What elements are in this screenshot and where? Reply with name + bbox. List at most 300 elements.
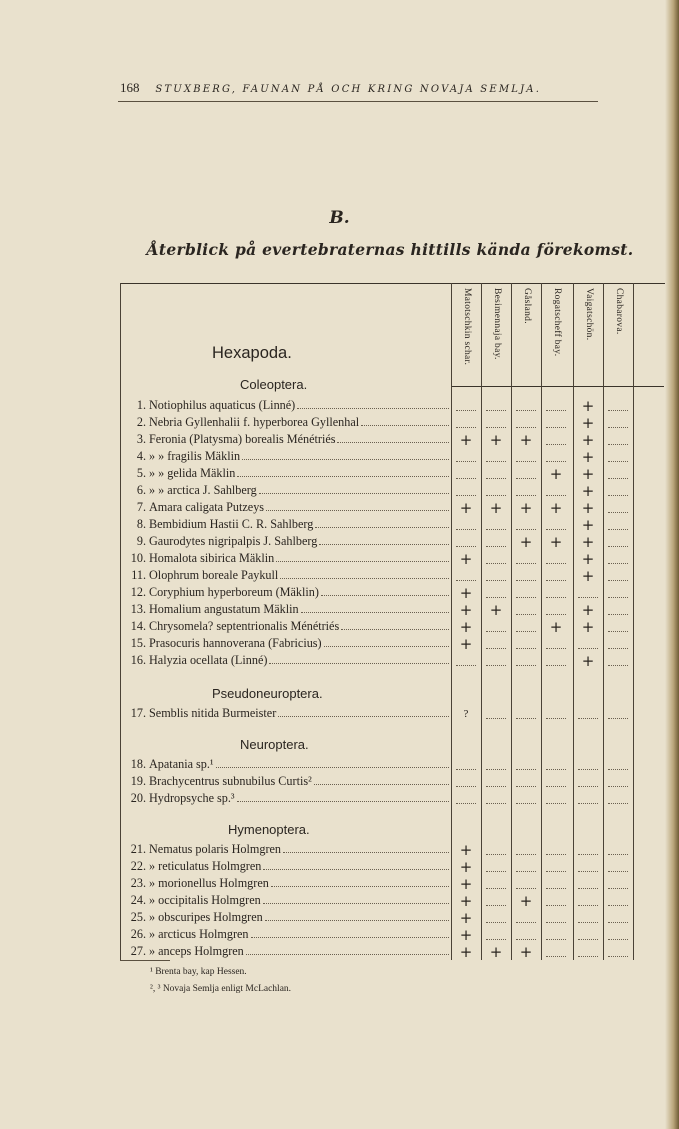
table-row <box>122 653 662 670</box>
occurrence-mark <box>512 398 540 415</box>
species-name <box>149 791 451 806</box>
occurrence-mark <box>512 706 540 723</box>
occurrence-mark <box>452 757 480 774</box>
occurrence-mark: + <box>459 909 473 927</box>
occurrence-mark <box>574 944 602 961</box>
species-name <box>149 757 451 772</box>
occurrence-mark: + <box>459 926 473 944</box>
occurrence-mark <box>482 534 510 551</box>
species-name <box>149 893 451 908</box>
occurrence-mark: + <box>519 943 533 961</box>
species-name-text: Brachycentrus subnubilus Curtis² <box>149 774 312 788</box>
leader-dots <box>276 551 449 562</box>
occurrence-mark: + <box>549 533 563 551</box>
occurrence-mark <box>542 791 570 808</box>
leader-dots <box>314 774 449 785</box>
table-row <box>122 483 662 500</box>
occurrence-mark <box>542 757 570 774</box>
leader-dots <box>271 876 449 887</box>
species-name-text: » » arctica J. Sahlberg <box>149 483 257 497</box>
table-row <box>122 568 662 585</box>
occurrence-mark <box>604 910 632 927</box>
table-row <box>122 859 662 876</box>
occurrence-mark <box>604 449 632 466</box>
occurrence-mark <box>574 859 602 876</box>
row-number: 19. <box>130 774 146 788</box>
occurrence-mark: + <box>459 892 473 910</box>
species-name <box>149 859 451 874</box>
leader-dots <box>242 449 449 460</box>
occurrence-mark <box>542 706 570 723</box>
leader-dots <box>280 568 449 579</box>
occurrence-mark: + <box>489 943 503 961</box>
occurrence-mark <box>512 619 540 636</box>
page-edge <box>665 0 679 1129</box>
occurrence-mark <box>482 706 510 723</box>
occurrence-mark <box>574 842 602 859</box>
species-name <box>149 585 451 600</box>
table-row <box>122 534 662 551</box>
occurrence-mark <box>482 415 510 432</box>
row-number: 25. <box>130 910 146 924</box>
row-number: 6. <box>136 483 146 497</box>
leader-dots <box>237 466 449 477</box>
occurrence-mark <box>574 927 602 944</box>
occurrence-mark <box>542 585 570 602</box>
occurrence-mark <box>512 466 540 483</box>
table-row <box>122 551 662 568</box>
occurrence-mark: + <box>581 601 595 619</box>
column-header <box>482 288 512 384</box>
column-header-label: Rogatscheff bay. <box>552 288 562 357</box>
occurrence-mark <box>452 517 480 534</box>
occurrence-mark <box>482 910 510 927</box>
occurrence-mark <box>512 483 540 500</box>
group-hymenoptera: Hymenoptera. <box>228 822 310 837</box>
occurrence-mark <box>512 927 540 944</box>
section-title: Återblick på evertebraternas hittills kända förekomst. <box>146 240 634 259</box>
leader-dots <box>297 398 449 409</box>
table-row <box>122 774 662 791</box>
occurrence-mark <box>604 944 632 961</box>
occurrence-mark: + <box>459 431 473 449</box>
occurrence-mark <box>604 927 632 944</box>
occurrence-mark <box>542 449 570 466</box>
page-number: 168 <box>120 80 140 95</box>
occurrence-mark: + <box>459 635 473 653</box>
occurrence-mark: + <box>549 499 563 517</box>
occurrence-mark <box>512 415 540 432</box>
species-name-text: Hydropsyche sp.³ <box>149 791 235 805</box>
species-name <box>149 415 451 430</box>
species-name-text: Gaurodytes nigripalpis J. Sahlberg <box>149 534 318 548</box>
row-number: 24. <box>130 893 146 907</box>
running-title: STUXBERG, FAUNAN PÅ OCH KRING NOVAJA SEMLJA. <box>155 84 542 95</box>
occurrence-mark <box>574 876 602 893</box>
occurrence-mark <box>574 791 602 808</box>
occurrence-mark <box>482 791 510 808</box>
occurrence-mark <box>604 432 632 449</box>
leader-dots <box>246 944 449 955</box>
occurrence-mark: ? <box>463 708 469 720</box>
occurrence-mark: + <box>581 618 595 636</box>
occurrence-mark <box>604 585 632 602</box>
table-row <box>122 791 662 808</box>
table-row <box>122 619 662 636</box>
occurrence-mark <box>604 466 632 483</box>
leader-dots <box>319 534 449 545</box>
table-row <box>122 927 662 944</box>
species-name-text: » occipitalis Holmgren <box>149 893 261 907</box>
row-number: 2. <box>136 415 146 429</box>
occurrence-mark <box>574 636 602 653</box>
occurrence-mark <box>542 398 570 415</box>
column-header-label: Gåsland. <box>522 288 532 324</box>
table-top-rule <box>120 283 665 284</box>
species-name <box>149 551 451 566</box>
occurrence-mark: + <box>581 431 595 449</box>
occurrence-mark <box>482 757 510 774</box>
species-name-text: » arcticus Holmgren <box>149 927 249 941</box>
species-name <box>149 876 451 891</box>
species-name <box>149 398 451 413</box>
running-header <box>120 80 600 96</box>
species-name-text: Halyzia ocellata (Linné) <box>149 653 268 667</box>
column-header <box>452 288 482 384</box>
occurrence-mark <box>512 602 540 619</box>
occurrence-mark <box>452 415 480 432</box>
species-name <box>149 619 451 634</box>
row-number: 7. <box>136 500 146 514</box>
occurrence-mark <box>574 585 602 602</box>
occurrence-mark <box>574 774 602 791</box>
occurrence-mark <box>482 551 510 568</box>
occurrence-mark <box>604 757 632 774</box>
occurrence-mark <box>542 774 570 791</box>
occurrence-mark <box>512 551 540 568</box>
column-header <box>604 288 634 384</box>
species-name <box>149 927 451 942</box>
occurrence-mark <box>542 432 570 449</box>
table-row <box>122 876 662 893</box>
row-number: 11. <box>131 568 146 582</box>
table-row <box>122 398 662 415</box>
table-row <box>122 706 662 723</box>
occurrence-mark: + <box>459 584 473 602</box>
species-name-text: Amara caligata Putzeys <box>149 500 265 514</box>
occurrence-mark <box>452 568 480 585</box>
table-row <box>122 585 662 602</box>
occurrence-mark <box>452 534 480 551</box>
row-number: 17. <box>130 706 146 720</box>
column-header-label: Chabarova. <box>614 288 624 335</box>
table-row <box>122 757 662 774</box>
occurrence-mark <box>604 636 632 653</box>
occurrence-mark <box>482 636 510 653</box>
leader-dots <box>216 757 449 768</box>
species-name-text: » » fragilis Mäklin <box>149 449 241 463</box>
table-row <box>122 500 662 517</box>
leader-dots <box>237 791 449 802</box>
occurrence-mark <box>604 859 632 876</box>
occurrence-mark <box>542 636 570 653</box>
occurrence-mark <box>542 415 570 432</box>
leader-dots <box>321 585 449 596</box>
column-header-label: Besimennaja bay. <box>492 288 502 360</box>
occurrence-mark <box>512 876 540 893</box>
occurrence-mark: + <box>459 841 473 859</box>
occurrence-mark: + <box>581 550 595 568</box>
occurrence-mark <box>512 653 540 670</box>
occurrence-mark <box>604 706 632 723</box>
table-row <box>122 415 662 432</box>
table-left-border <box>120 283 121 960</box>
species-name <box>149 602 451 617</box>
occurrence-mark <box>574 706 602 723</box>
table-row <box>122 602 662 619</box>
occurrence-mark: + <box>581 482 595 500</box>
occurrence-mark <box>452 653 480 670</box>
occurrence-mark <box>482 585 510 602</box>
species-name <box>149 432 451 447</box>
occurrence-mark: + <box>459 601 473 619</box>
table-row <box>122 944 662 961</box>
table-row <box>122 517 662 534</box>
occurrence-mark <box>542 927 570 944</box>
occurrence-mark <box>604 483 632 500</box>
leader-dots <box>265 910 449 921</box>
occurrence-mark <box>604 876 632 893</box>
leader-dots <box>361 415 449 426</box>
occurrence-mark: + <box>581 414 595 432</box>
occurrence-mark <box>482 893 510 910</box>
species-name <box>149 653 451 668</box>
occurrence-mark <box>604 619 632 636</box>
occurrence-mark: + <box>459 858 473 876</box>
leader-dots <box>315 517 449 528</box>
species-name <box>149 944 451 959</box>
occurrence-mark <box>542 842 570 859</box>
occurrence-mark: + <box>581 397 595 415</box>
leader-dots <box>301 602 449 613</box>
row-number: 21. <box>130 842 146 856</box>
occurrence-mark: + <box>459 499 473 517</box>
group-coleoptera: Coleoptera. <box>240 377 308 392</box>
occurrence-mark: + <box>581 499 595 517</box>
occurrence-mark <box>482 842 510 859</box>
occurrence-mark: + <box>549 618 563 636</box>
occurrence-mark: + <box>489 601 503 619</box>
column-header <box>512 288 542 384</box>
row-number: 4. <box>136 449 146 463</box>
row-number: 27. <box>130 944 146 958</box>
species-name-text: Nematus polaris Holmgren <box>149 842 282 856</box>
leader-dots <box>278 706 449 717</box>
column-header-label: Vaigatschön. <box>584 288 594 341</box>
species-name-text: » morionellus Holmgren <box>149 876 269 890</box>
occurrence-mark <box>574 893 602 910</box>
occurrence-mark <box>604 415 632 432</box>
species-name-text: Apatania sp.¹ <box>149 757 214 771</box>
occurrence-mark <box>604 517 632 534</box>
occurrence-mark <box>604 551 632 568</box>
species-name <box>149 534 451 549</box>
occurrence-mark <box>574 910 602 927</box>
species-name-text: Notiophilus aquaticus (Linné) <box>149 398 296 412</box>
row-number: 5. <box>136 466 146 480</box>
leader-dots <box>266 500 449 511</box>
leader-dots <box>263 893 449 904</box>
column-header <box>574 288 604 384</box>
occurrence-mark <box>482 774 510 791</box>
column-header-label: Matotschkin schar. <box>462 288 472 366</box>
occurrence-mark <box>452 466 480 483</box>
row-number: 14. <box>130 619 146 633</box>
occurrence-mark: + <box>581 652 595 670</box>
column-header <box>542 288 572 384</box>
occurrence-mark: + <box>519 499 533 517</box>
occurrence-mark <box>452 791 480 808</box>
species-name-text: Semblis nitida Burmeister <box>149 706 277 720</box>
occurrence-mark <box>512 449 540 466</box>
footnote-1: ¹ Brenta bay, kap Hessen. <box>150 967 247 977</box>
row-number: 8. <box>136 517 146 531</box>
row-number: 16. <box>130 653 146 667</box>
species-name-text: Homalium angustatum Mäklin <box>149 602 299 616</box>
species-name <box>149 774 451 789</box>
species-name-text: » obscuripes Holmgren <box>149 910 263 924</box>
header-rule <box>118 101 598 102</box>
species-name-text: Olophrum boreale Paykull <box>149 568 279 582</box>
occurrence-mark: + <box>489 499 503 517</box>
occurrence-mark <box>542 859 570 876</box>
occurrence-mark <box>604 568 632 585</box>
occurrence-mark <box>542 517 570 534</box>
occurrence-mark <box>542 876 570 893</box>
leader-dots <box>337 432 449 443</box>
occurrence-mark <box>482 876 510 893</box>
row-number: 23. <box>130 876 146 890</box>
occurrence-mark <box>604 653 632 670</box>
occurrence-mark <box>542 483 570 500</box>
occurrence-mark <box>482 517 510 534</box>
occurrence-mark <box>512 859 540 876</box>
species-name <box>149 910 451 925</box>
table-row <box>122 432 662 449</box>
occurrence-mark: + <box>519 533 533 551</box>
leader-dots <box>269 653 449 664</box>
table-row <box>122 910 662 927</box>
occurrence-mark <box>542 944 570 961</box>
occurrence-mark <box>542 893 570 910</box>
occurrence-mark <box>542 653 570 670</box>
leader-dots <box>251 927 450 938</box>
occurrence-mark <box>482 568 510 585</box>
species-name <box>149 500 451 515</box>
table-row <box>122 842 662 859</box>
occurrence-mark <box>512 636 540 653</box>
occurrence-mark <box>482 398 510 415</box>
section-letter: B. <box>329 208 350 228</box>
occurrence-mark <box>482 449 510 466</box>
row-number: 1. <box>136 398 146 412</box>
row-number: 3. <box>136 432 146 446</box>
species-name <box>149 842 451 857</box>
leader-dots <box>324 636 449 647</box>
occurrence-mark <box>512 791 540 808</box>
species-name-text: Homalota sibirica Mäklin <box>149 551 275 565</box>
row-number: 22. <box>130 859 146 873</box>
table-row <box>122 449 662 466</box>
occurrence-mark <box>452 398 480 415</box>
occurrence-mark <box>512 774 540 791</box>
occurrence-mark <box>512 910 540 927</box>
occurrence-mark <box>452 449 480 466</box>
footnote-rule <box>120 960 170 961</box>
occurrence-mark <box>604 398 632 415</box>
occurrence-mark <box>482 653 510 670</box>
species-name <box>149 449 451 464</box>
group-pseudoneuroptera: Pseudoneuroptera. <box>212 686 323 701</box>
species-name <box>149 636 451 651</box>
occurrence-mark <box>542 910 570 927</box>
row-number: 12. <box>130 585 146 599</box>
occurrence-mark <box>604 791 632 808</box>
occurrence-mark <box>604 602 632 619</box>
occurrence-mark: + <box>519 431 533 449</box>
table-row <box>122 466 662 483</box>
row-number: 26. <box>130 927 146 941</box>
occurrence-mark: + <box>459 550 473 568</box>
species-name-text: » reticulatus Holmgren <box>149 859 262 873</box>
occurrence-mark <box>604 534 632 551</box>
species-name <box>149 466 451 481</box>
footnote-2: ², ³ Novaja Semlja enligt McLachlan. <box>150 984 292 994</box>
occurrence-mark <box>482 619 510 636</box>
occurrence-mark: + <box>581 465 595 483</box>
occurrence-mark <box>604 842 632 859</box>
leader-dots <box>259 483 449 494</box>
row-number: 18. <box>130 757 146 771</box>
species-name <box>149 483 451 498</box>
occurrence-mark <box>542 602 570 619</box>
species-name-text: » anceps Holmgren <box>149 944 244 958</box>
occurrence-mark: + <box>459 618 473 636</box>
occurrence-mark <box>604 500 632 517</box>
group-neuroptera: Neuroptera. <box>240 737 309 752</box>
species-name-text: » » gelida Mäklin <box>149 466 236 480</box>
row-number: 20. <box>130 791 146 805</box>
species-name-text: Coryphium hyperboreum (Mäklin) <box>149 585 319 599</box>
occurrence-mark <box>574 757 602 774</box>
occurrence-mark <box>512 585 540 602</box>
species-name-text: Chrysomela? septentrionalis Ménétriés <box>149 619 340 633</box>
occurrence-mark: + <box>581 516 595 534</box>
species-name-text: Nebria Gyllenhalii f. hyperborea Gyllenhal <box>149 415 360 429</box>
occurrence-mark <box>512 568 540 585</box>
species-name-text: Bembidium Hastii C. R. Sahlberg <box>149 517 314 531</box>
occurrence-mark <box>482 483 510 500</box>
occurrence-mark <box>482 927 510 944</box>
leader-dots <box>283 842 449 853</box>
class-heading: Hexapoda. <box>212 344 292 362</box>
occurrence-mark <box>542 551 570 568</box>
occurrence-mark: + <box>459 875 473 893</box>
occurrence-mark: + <box>581 533 595 551</box>
occurrence-mark <box>512 842 540 859</box>
table-row <box>122 636 662 653</box>
row-number: 9. <box>136 534 146 548</box>
